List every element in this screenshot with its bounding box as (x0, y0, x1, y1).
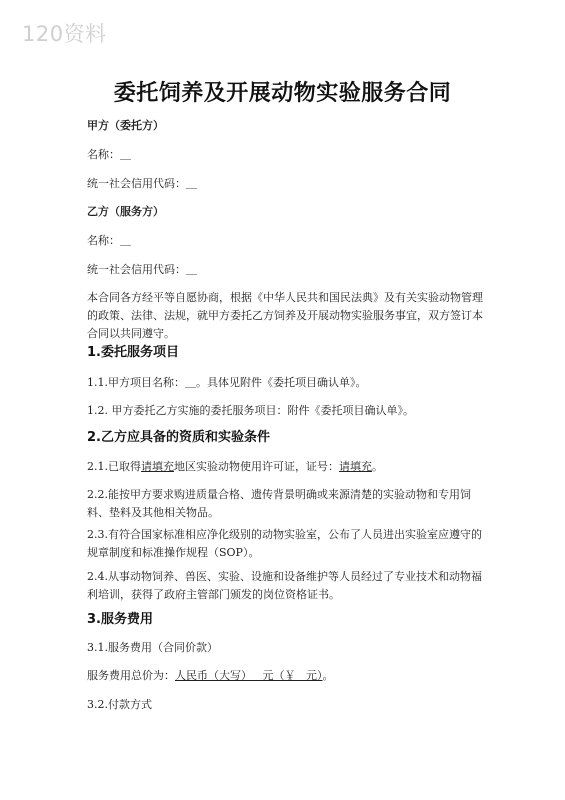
party-b-name: 名称：＿ (87, 234, 131, 247)
section2-item1-end: 。 (372, 460, 383, 473)
intro-paragraph: 本合同各方经平等自愿协商，根据《中华人民共和国民法典》及有关实验动物管理的政策、法律、法规，就甲方委托乙方饲养及开展动物实验服务事宜，双方签订本合同以共同遵守。 (87, 291, 483, 340)
section3-heading: 3.服务费用 (87, 612, 153, 627)
section2-item2: 2.2.能按甲方要求购进质量合格、遗传背景明确或来源清楚的实验动物和专用饲料、垫料及其他相关物品。 (87, 488, 471, 519)
service-fee-total (87, 667, 333, 685)
fill-in-license-number[interactable]: 请填充 (339, 460, 372, 473)
section1-item2: 1.2. 甲方委托乙方实施的委托服务项目：附件《委托项目确认单》。 (87, 404, 414, 417)
service-fee-total-label: 服务费用总价为： (87, 669, 175, 682)
section1-item1: 1.1.甲方项目名称：＿。具体见附件《委托项目确认单》。 (87, 376, 367, 389)
section2-item1 (87, 458, 383, 476)
party-b-heading: 乙方（服务方） (87, 205, 164, 218)
section3-item2: 3.2.付款方式 (87, 698, 152, 711)
party-a-credit-code: 统一社会信用代码：＿ (87, 177, 197, 190)
service-fee-total-value[interactable]: 人民币（大写） 元（￥ 元） (175, 669, 323, 682)
watermark: 120资料 (22, 22, 107, 46)
party-a-heading: 甲方（委托方） (87, 119, 164, 132)
section2-item1-middle: 地区实验动物使用许可证，证号： (174, 460, 339, 473)
fill-in-region[interactable]: 请填充 (141, 460, 174, 473)
section2-item1-prefix: 2.1.已取得 (87, 460, 141, 473)
section2-item3: 2.3.有符合国家标准相应净化级别的动物实验室，公布了人员进出实验室应遵守的规章制度和标准操作规程（SOP）。 (87, 528, 482, 559)
section2-heading: 2.乙方应具备的资质和实验条件 (87, 430, 270, 445)
document-title: 委托饲养及开展动物实验服务合同 (113, 81, 452, 106)
section1-heading: 1.委托服务项目 (87, 345, 179, 360)
party-a-name: 名称：＿ (87, 148, 131, 161)
section2-item4: 2.4.从事动物饲养、兽医、实验、设施和设备维护等人员经过了专业技术和动物福利培训，获得了政府主管部门颁发的岗位资格证书。 (87, 570, 482, 601)
section3-item1: 3.1.服务费用（合同价款） (87, 641, 218, 654)
service-fee-total-end: 。 (322, 669, 334, 682)
party-b-credit-code: 统一社会信用代码：＿ (87, 263, 197, 276)
